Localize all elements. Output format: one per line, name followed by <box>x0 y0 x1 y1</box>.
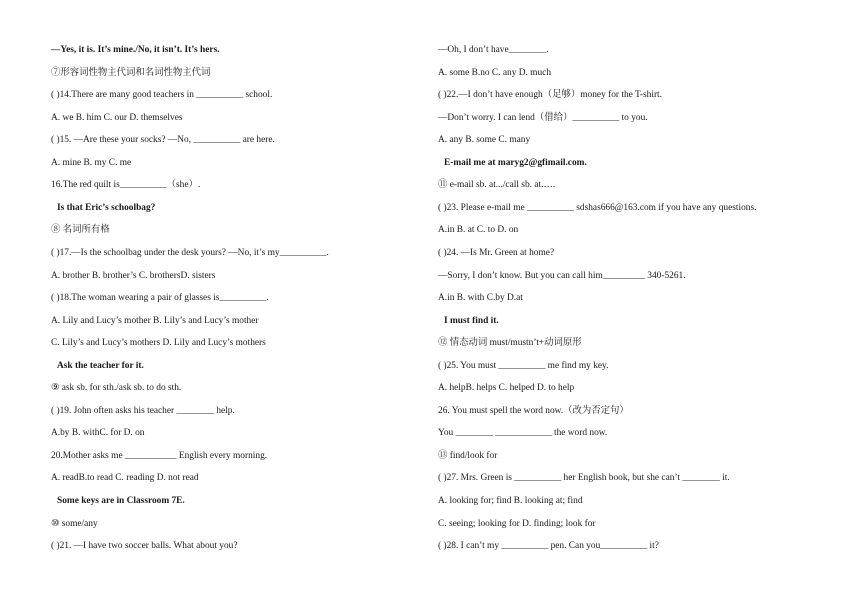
document-line: A. we B. him C. our D. themselves <box>51 112 183 123</box>
section-heading: E-mail me at maryg2@gfimail.com. <box>444 157 587 168</box>
document-line: ⑦形容词性物主代词和名词性物主代词 <box>51 67 211 78</box>
document-line: ( )24. —Is Mr. Green at home? <box>438 248 555 258</box>
document-line: 20.Mother asks me ___________ English every morning. <box>51 450 268 461</box>
document-line: ⑩ some/any <box>51 518 98 529</box>
document-line: ( )18.The woman wearing a pair of glasses is__________. <box>51 293 269 304</box>
document-line: ( )23. Please e-mail me __________ sdshas666@163.com if you have any questions. <box>438 202 757 213</box>
document-line: 26. You must spell the word now.（改为否定句） <box>438 405 629 416</box>
document-line: ⑫ 情态动词 must/mustn’t+动词原形 <box>438 338 582 349</box>
document-line: ( )17.—Is the schoolbag under the desk yours? —No, it’s my__________. <box>51 248 329 258</box>
document-line: ( )25. You must __________ me find my key. <box>438 360 609 371</box>
document-line: A.in B. with C.by D.at <box>438 293 523 304</box>
document-line: ( )19. John often asks his teacher ________ help. <box>51 405 235 416</box>
document-line: A. brother B. brother’s C. brothersD. sisters <box>51 270 216 281</box>
document-line: ⑧ 名词所有格 <box>51 225 110 236</box>
section-heading: —Yes, it is. It’s mine./No, it isn’t. It’s hers. <box>51 45 220 55</box>
document-line: ( )14.There are many good teachers in __________ school. <box>51 90 273 101</box>
document-line: A. some B.no C. any D. much <box>438 67 552 78</box>
document-line: A.in B. at C. to D. on <box>438 225 519 236</box>
document-line: ⑬ find/look for <box>438 450 498 461</box>
document-line: ( )22.—I don’t have enough（足够）money for the T-shirt. <box>438 90 663 101</box>
document-line: A. Lily and Lucy’s mother B. Lily’s and Lucy’s mother <box>51 315 259 326</box>
document-line: You ________ ____________ the word now. <box>438 428 608 439</box>
document-line: —Sorry, I don’t know. But you can call him_________ 340-5261. <box>438 270 686 281</box>
document-line: A.by B. withC. for D. on <box>51 428 145 439</box>
section-heading: Ask the teacher for it. <box>57 360 144 371</box>
document-line: —Oh, I don’t have________. <box>438 45 549 55</box>
document-line: ⑪ e-mail sb. at.../call sb. at.…. <box>438 180 556 191</box>
document-line: ( )15. —Are these your socks? —No, __________ are here. <box>51 135 275 146</box>
document-line: —Don’t worry. I can lend（借给）__________ to you. <box>438 112 648 123</box>
document-line: A. looking for; find B. looking at; find <box>438 496 583 506</box>
section-heading: Is that Eric’s schoolbag? <box>57 202 156 213</box>
section-heading: Some keys are in Classroom 7E. <box>57 496 185 506</box>
document-line: C. seeing; looking for D. finding; look for <box>438 518 596 529</box>
document-line: ⑨ ask sb. for sth./ask sb. to do sth. <box>51 383 182 394</box>
document-line: ( )28. I can’t my __________ pen. Can you__________ it? <box>438 541 659 552</box>
document-line: A. readB.to read C. reading D. not read <box>51 473 199 484</box>
document-line: ( )27. Mrs. Green is __________ her English book, but she can’t ________ it. <box>438 473 730 484</box>
document-line: A. any B. some C. many <box>438 135 531 146</box>
document-line: A. helpB. helps C. helped D. to help <box>438 383 575 394</box>
document-line: ( )21. —I have two soccer balls. What about you? <box>51 541 238 552</box>
document-line: C. Lily’s and Lucy’s mothers D. Lily and Lucy’s mothers <box>51 338 266 349</box>
document-line: A. mine B. my C. me <box>51 157 132 168</box>
section-heading: I must find it. <box>444 315 499 326</box>
document-line: 16.The red quilt is__________（she）. <box>51 180 201 191</box>
